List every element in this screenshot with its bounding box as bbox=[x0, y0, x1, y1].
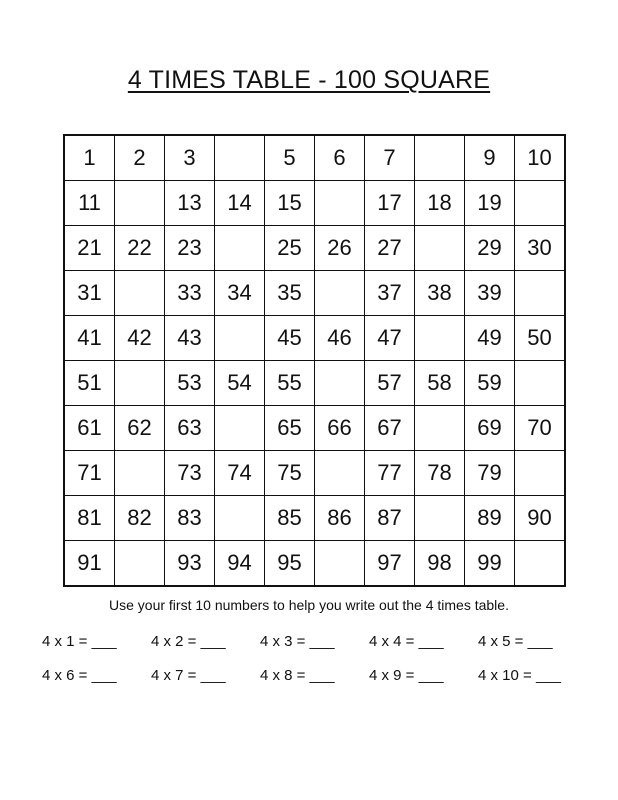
grid-cell-blank bbox=[415, 226, 465, 271]
grid-cell: 73 bbox=[165, 451, 215, 496]
grid-cell: 41 bbox=[64, 316, 115, 361]
grid-cell: 62 bbox=[115, 406, 165, 451]
grid-cell-blank bbox=[215, 135, 265, 181]
equation-item: 4 x 3 = ___ bbox=[260, 633, 335, 650]
grid-cell: 53 bbox=[165, 361, 215, 406]
grid-cell: 65 bbox=[265, 406, 315, 451]
grid-cell: 38 bbox=[415, 271, 465, 316]
grid-cell: 94 bbox=[215, 541, 265, 587]
grid-cell-blank bbox=[315, 271, 365, 316]
grid-cell-blank bbox=[315, 181, 365, 226]
grid-cell: 15 bbox=[265, 181, 315, 226]
grid-cell-blank bbox=[515, 181, 566, 226]
equation-item: 4 x 10 = ___ bbox=[478, 667, 561, 684]
grid-cell-blank bbox=[215, 316, 265, 361]
grid-cell-blank bbox=[415, 406, 465, 451]
grid-cell: 3 bbox=[165, 135, 215, 181]
grid-row bbox=[64, 541, 565, 587]
grid-cell: 29 bbox=[465, 226, 515, 271]
grid-cell: 91 bbox=[64, 541, 115, 587]
grid-cell: 55 bbox=[265, 361, 315, 406]
equation-item: 4 x 8 = ___ bbox=[260, 667, 335, 684]
instruction-text: Use your first 10 numbers to help you write out the 4 times table. bbox=[109, 597, 509, 613]
grid-cell: 85 bbox=[265, 496, 315, 541]
grid-cell: 47 bbox=[365, 316, 415, 361]
grid-row bbox=[64, 271, 565, 316]
grid-cell: 19 bbox=[465, 181, 515, 226]
equation-item: 4 x 5 = ___ bbox=[478, 633, 553, 650]
grid-cell: 37 bbox=[365, 271, 415, 316]
grid-cell: 95 bbox=[265, 541, 315, 587]
grid-cell: 74 bbox=[215, 451, 265, 496]
equation-row bbox=[42, 666, 602, 686]
equation-item: 4 x 9 = ___ bbox=[369, 667, 444, 684]
grid-cell-blank bbox=[315, 451, 365, 496]
grid-cell: 2 bbox=[115, 135, 165, 181]
grid-cell: 66 bbox=[315, 406, 365, 451]
grid-cell: 49 bbox=[465, 316, 515, 361]
equation-item: 4 x 6 = ___ bbox=[42, 667, 117, 684]
grid-cell: 63 bbox=[165, 406, 215, 451]
grid-cell-blank bbox=[415, 496, 465, 541]
grid-cell-blank bbox=[115, 271, 165, 316]
grid-cell: 35 bbox=[265, 271, 315, 316]
grid-cell: 18 bbox=[415, 181, 465, 226]
grid-cell: 43 bbox=[165, 316, 215, 361]
grid-cell: 99 bbox=[465, 541, 515, 587]
grid-cell: 13 bbox=[165, 181, 215, 226]
grid-cell: 97 bbox=[365, 541, 415, 587]
page-title bbox=[0, 64, 618, 96]
grid-cell: 86 bbox=[315, 496, 365, 541]
grid-cell: 9 bbox=[465, 135, 515, 181]
grid-cell: 51 bbox=[64, 361, 115, 406]
grid-cell-blank bbox=[515, 271, 566, 316]
grid-cell: 1 bbox=[64, 135, 115, 181]
grid-cell-blank bbox=[415, 316, 465, 361]
grid-cell: 61 bbox=[64, 406, 115, 451]
equation-row bbox=[42, 632, 602, 652]
grid-cell-blank bbox=[315, 541, 365, 587]
grid-row bbox=[64, 135, 565, 181]
grid-cell: 59 bbox=[465, 361, 515, 406]
equation-item: 4 x 4 = ___ bbox=[369, 633, 444, 650]
grid-cell: 87 bbox=[365, 496, 415, 541]
grid-row bbox=[64, 316, 565, 361]
grid-cell: 82 bbox=[115, 496, 165, 541]
grid-cell: 93 bbox=[165, 541, 215, 587]
grid-cell: 67 bbox=[365, 406, 415, 451]
grid-cell: 75 bbox=[265, 451, 315, 496]
grid-cell: 25 bbox=[265, 226, 315, 271]
grid-cell: 45 bbox=[265, 316, 315, 361]
grid-cell: 22 bbox=[115, 226, 165, 271]
page-title-text: 4 TIMES TABLE - 100 SQUARE bbox=[127, 66, 491, 94]
grid-cell-blank bbox=[415, 135, 465, 181]
grid-row bbox=[64, 226, 565, 271]
grid-cell: 5 bbox=[265, 135, 315, 181]
grid-cell-blank bbox=[215, 406, 265, 451]
grid-cell: 77 bbox=[365, 451, 415, 496]
grid-cell: 46 bbox=[315, 316, 365, 361]
grid-cell: 26 bbox=[315, 226, 365, 271]
grid-cell: 11 bbox=[64, 181, 115, 226]
grid-cell: 10 bbox=[515, 135, 566, 181]
grid-cell: 14 bbox=[215, 181, 265, 226]
grid-cell-blank bbox=[515, 541, 566, 587]
grid-cell-blank bbox=[215, 226, 265, 271]
grid-cell-blank bbox=[515, 451, 566, 496]
grid-cell: 71 bbox=[64, 451, 115, 496]
grid-cell: 33 bbox=[165, 271, 215, 316]
grid-cell: 81 bbox=[64, 496, 115, 541]
grid-cell: 17 bbox=[365, 181, 415, 226]
grid-cell: 57 bbox=[365, 361, 415, 406]
grid-cell-blank bbox=[115, 181, 165, 226]
equation-item: 4 x 2 = ___ bbox=[151, 633, 226, 650]
grid-row bbox=[64, 181, 565, 226]
grid-cell: 89 bbox=[465, 496, 515, 541]
grid-cell-blank bbox=[115, 361, 165, 406]
grid-cell-blank bbox=[515, 361, 566, 406]
grid-cell: 31 bbox=[64, 271, 115, 316]
grid-cell-blank bbox=[115, 541, 165, 587]
equation-item: 4 x 1 = ___ bbox=[42, 633, 117, 650]
grid-cell: 83 bbox=[165, 496, 215, 541]
grid-cell: 90 bbox=[515, 496, 566, 541]
grid-row bbox=[64, 496, 565, 541]
grid-row bbox=[64, 361, 565, 406]
grid-cell: 23 bbox=[165, 226, 215, 271]
grid-cell: 42 bbox=[115, 316, 165, 361]
grid-cell-blank bbox=[215, 496, 265, 541]
grid-cell-blank bbox=[115, 451, 165, 496]
grid-cell: 7 bbox=[365, 135, 415, 181]
grid-cell: 78 bbox=[415, 451, 465, 496]
grid-cell: 30 bbox=[515, 226, 566, 271]
grid-row bbox=[64, 451, 565, 496]
grid-row bbox=[64, 406, 565, 451]
hundred-square-grid bbox=[63, 134, 566, 587]
grid-cell: 58 bbox=[415, 361, 465, 406]
grid-cell: 69 bbox=[465, 406, 515, 451]
grid-cell: 70 bbox=[515, 406, 566, 451]
grid-cell: 34 bbox=[215, 271, 265, 316]
grid-cell: 6 bbox=[315, 135, 365, 181]
grid-cell: 50 bbox=[515, 316, 566, 361]
grid-cell: 98 bbox=[415, 541, 465, 587]
grid-cell: 27 bbox=[365, 226, 415, 271]
grid-cell-blank bbox=[315, 361, 365, 406]
grid-cell: 79 bbox=[465, 451, 515, 496]
grid-cell: 54 bbox=[215, 361, 265, 406]
equation-item: 4 x 7 = ___ bbox=[151, 667, 226, 684]
grid-cell: 21 bbox=[64, 226, 115, 271]
grid-cell: 39 bbox=[465, 271, 515, 316]
